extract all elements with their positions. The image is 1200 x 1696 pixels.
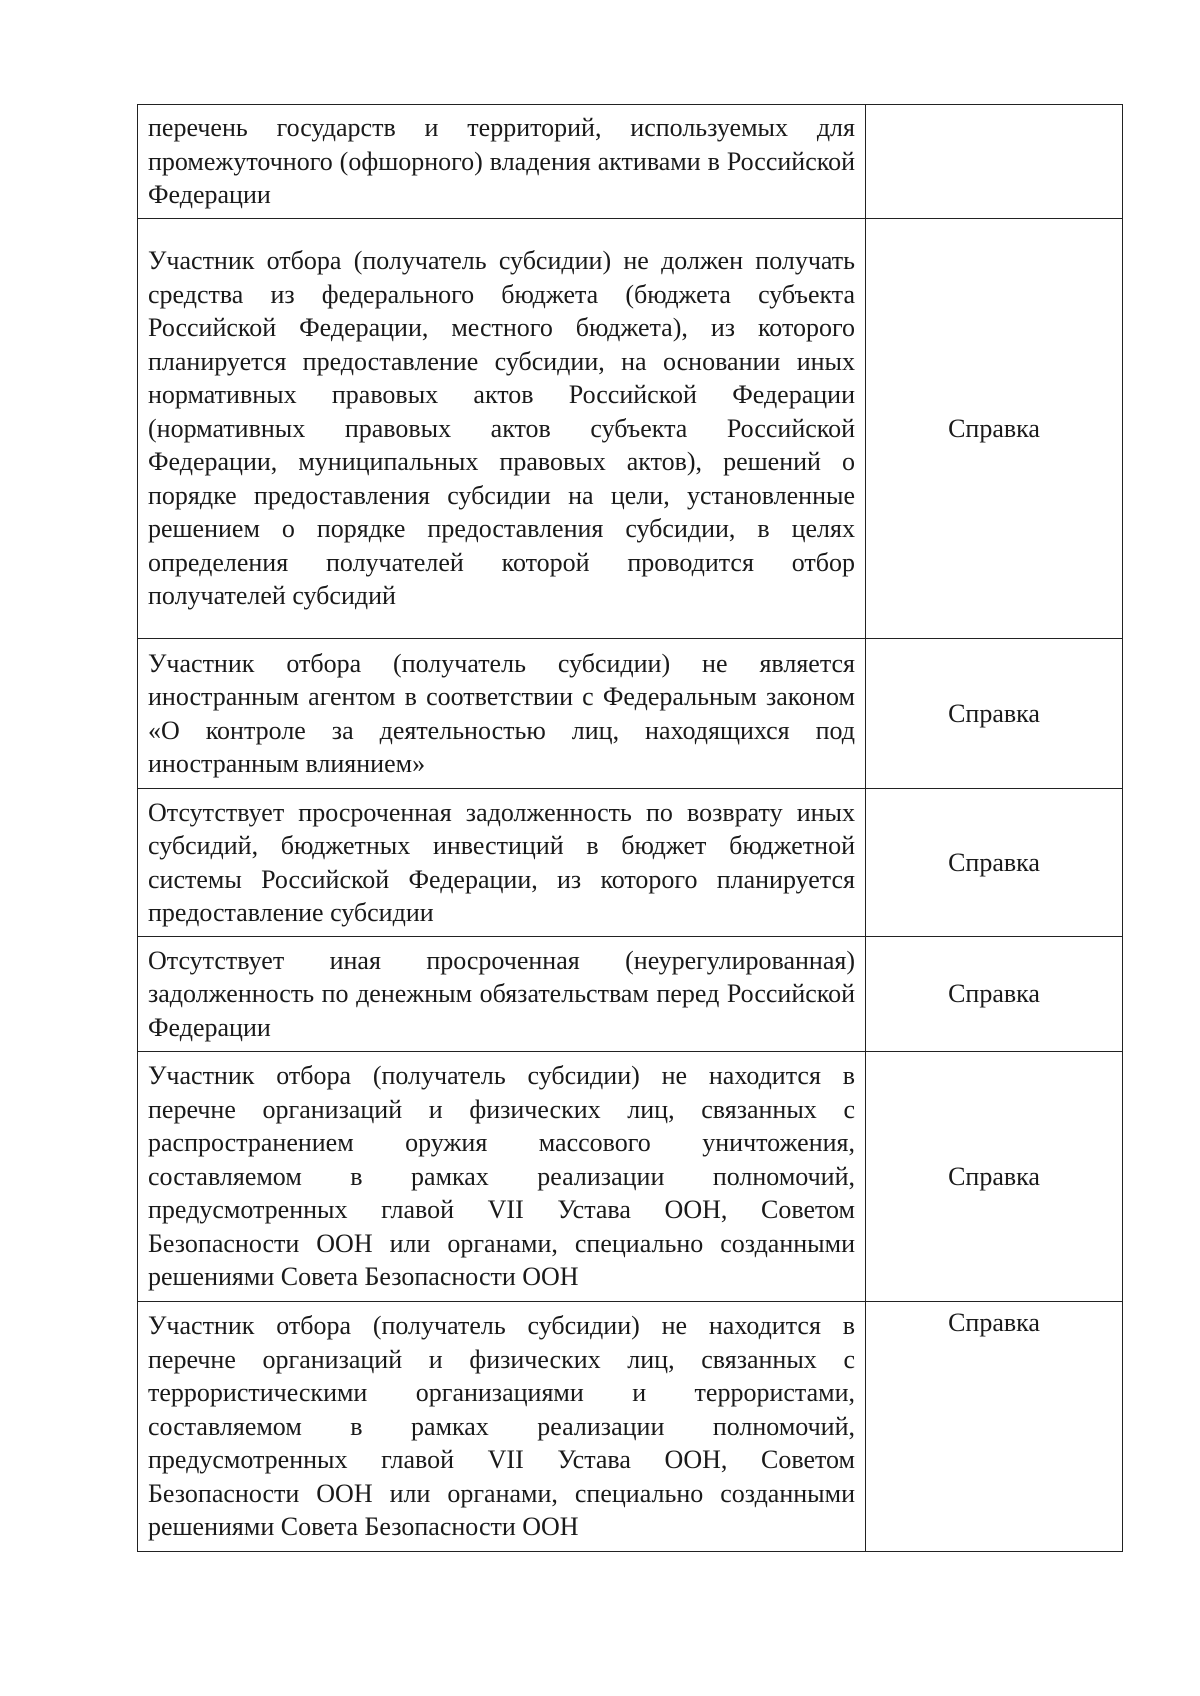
requirement-cell: Участник отбора (получатель субсидии) не находится в перечне организаций и физических лиц, связанных с террористическими организациями и террористами, составляемом в рамках реализации полномочий, предусмотренных главой VII Устава ООН, Советом Безопасности ООН или органами, специально созданными решениями Совета Безопасности ООН — [138, 1302, 866, 1552]
document-cell: Справка — [866, 1052, 1123, 1302]
table-row — [138, 789, 1123, 937]
table-row — [138, 937, 1123, 1052]
requirements-table — [137, 104, 1123, 1552]
document-cell: Справка — [866, 1302, 1123, 1552]
requirement-cell: перечень государств и территорий, используемых для промежуточного (офшорного) владения активами в Российской Федерации — [138, 105, 866, 219]
requirement-cell: Участник отбора (получатель субсидии) не должен получать средства из федерального бюджета (бюджета субъекта Российской Федерации, местного бюджета), из которого планируется предоставление субсидии, на основании иных нормативных правовых актов Российской Федерации (нормативных правовых актов субъекта Российской Федерации, муниципальных правовых актов), решений о порядке предоставления субсидии на цели, установленные решением о порядке предоставления субсидии, в целях определения получателей которой проводится отбор получателей субсидий — [138, 219, 866, 639]
document-cell: Справка — [866, 219, 1123, 639]
table-row — [138, 105, 1123, 219]
requirement-cell: Участник отбора (получатель субсидии) не является иностранным агентом в соответствии с Федеральным законом «О контроле за деятельностью лиц, находящихся под иностранным влиянием» — [138, 639, 866, 789]
table-row — [138, 639, 1123, 789]
document-cell: Справка — [866, 789, 1123, 937]
table-row — [138, 1302, 1123, 1552]
requirement-cell: Отсутствует просроченная задолженность по возврату иных субсидий, бюджетных инвестиций в бюджет бюджетной системы Российской Федерации, из которого планируется предоставление субсидии — [138, 789, 866, 937]
requirement-cell: Отсутствует иная просроченная (неурегулированная) задолженность по денежным обязательствам перед Российской Федерации — [138, 937, 866, 1052]
table-row — [138, 1052, 1123, 1302]
document-cell: Справка — [866, 639, 1123, 789]
document-cell — [866, 105, 1123, 219]
document-cell: Справка — [866, 937, 1123, 1052]
table-row — [138, 219, 1123, 639]
requirement-cell: Участник отбора (получатель субсидии) не находится в перечне организаций и физических лиц, связанных с распространением оружия массового уничтожения, составляемом в рамках реализации полномочий, предусмотренных главой VII Устава ООН, Советом Безопасности ООН или органами, специально созданными решениями Совета Безопасности ООН — [138, 1052, 866, 1302]
